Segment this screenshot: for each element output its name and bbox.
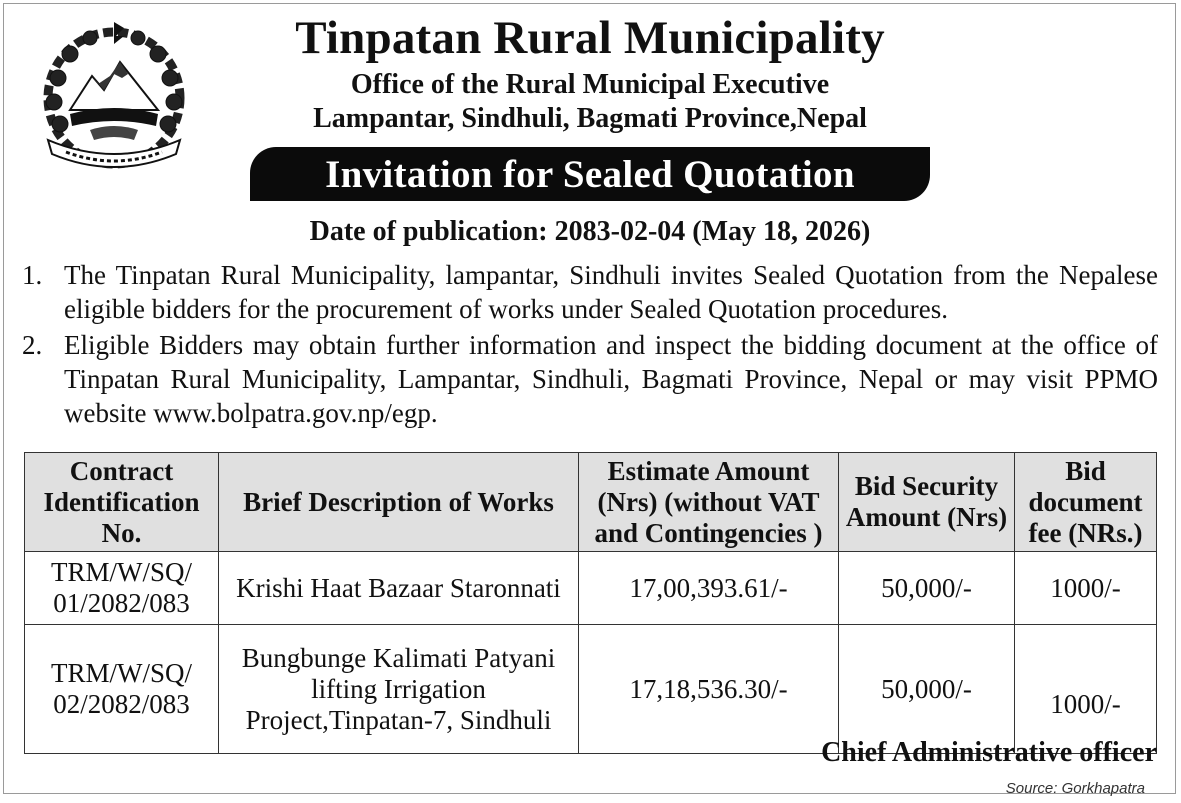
header-estimate: Estimate Amount (Nrs) (without VAT and Contingencies ) [579,453,839,552]
estimate-cell: 17,00,393.61/- [579,552,839,625]
fee-cell: 1000/- [1015,552,1157,625]
header-bid-security: Bid Security Amount (Nrs) [839,453,1015,552]
paragraph-number: 1. [22,260,43,290]
table-row [25,625,1157,754]
nepal-emblem-icon [30,18,198,178]
source-credit: Source: Gorkhapatra [1005,780,1145,797]
description-cell: Krishi Haat Bazaar Staronnati [219,552,579,625]
page-title: Tinpatan Rural Municipality [295,12,885,64]
paragraph-number: 2. [22,330,43,360]
office-name: Office of the Rural Municipal Executive [350,69,830,100]
paragraph-2 [22,328,1158,430]
paragraph-1 [22,258,1158,326]
notice-heading-text: Invitation for Sealed Quotation [325,152,855,196]
header-document-fee: Bid document fee (NRs.) [1015,453,1157,552]
security-cell: 50,000/- [839,552,1015,625]
table-header-row [25,453,1157,552]
contract-id-cell: TRM/W/SQ/ 02/2082/083 [25,625,219,754]
security-cell: 50,000/- [839,625,1015,754]
office-address: Lampantar, Sindhuli, Bagmati Province,Nepal [313,103,867,134]
paragraph-text: The Tinpatan Rural Municipality, lampantar, Sindhuli invites Sealed Quotation from the Nepalese eligible bidders for the procurement of works under Sealed Quotation procedures. [64,260,1158,324]
paragraph-text: Eligible Bidders may obtain further information and inspect the bidding document at the office of Tinpatan Rural Municipality, Lampantar, Sindhuli, Bagmati Province, Nepal or may visit PPMO website www.bolpatra.gov.np/egp. [64,330,1158,428]
table-row [25,552,1157,625]
works-table [24,452,1157,754]
contract-id-cell: TRM/W/SQ/ 01/2082/083 [25,552,219,625]
header-contract-id: Contract Identification No. [25,453,219,552]
header-description: Brief Description of Works [219,453,579,552]
notice-heading [250,147,930,201]
description-cell: Bungbunge Kalimati Patyani lifting Irrigation Project,Tinpatan-7, Sindhuli [219,625,579,754]
estimate-cell: 17,18,536.30/- [579,625,839,754]
fee-cell: 1000/- [1015,625,1157,754]
signer-title: Chief Administrative officer [821,737,1157,768]
publication-date: Date of publication: 2083-02-04 (May 18, 2026) [309,216,871,247]
